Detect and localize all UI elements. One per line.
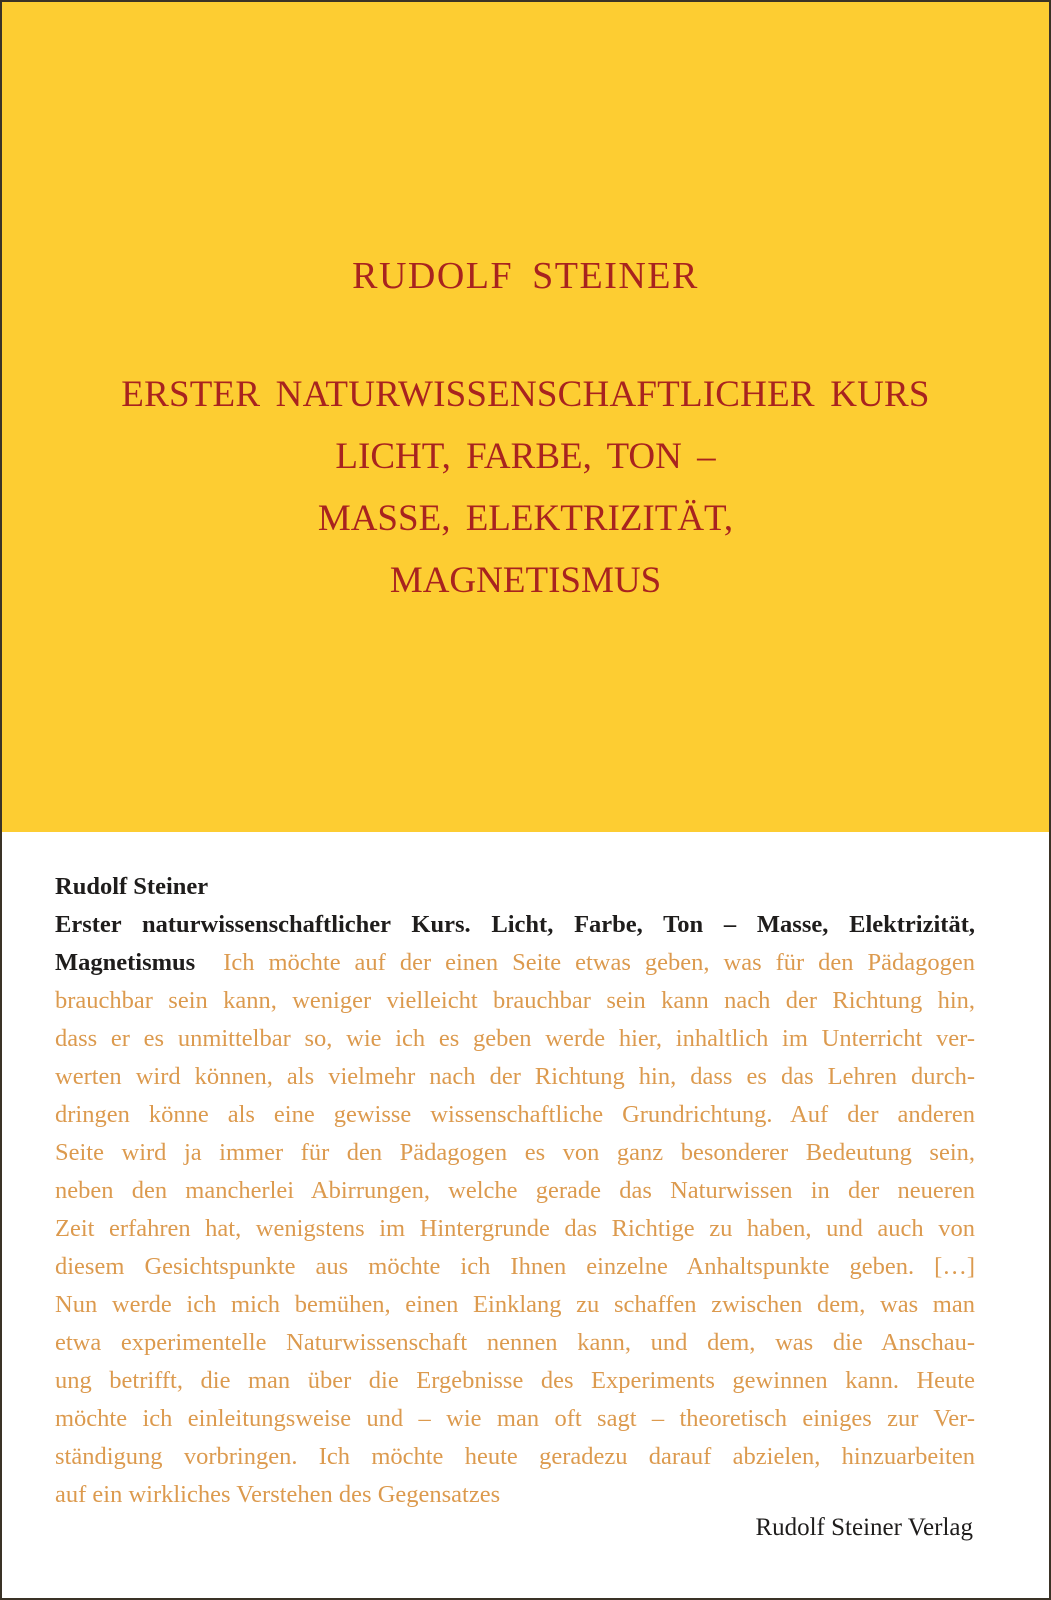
excerpt-line: Zeit erfahren hat, wenigstens im Hintergrunde das Richtige zu haben, und auch von — [55, 1215, 975, 1242]
blurb-title: Erster naturwissenschaftlicher Kurs. Licht, Farbe, Ton – Masse, Elektrizität, — [55, 911, 975, 938]
front-author: RUDOLF STEINER — [352, 255, 699, 297]
excerpt-line: dringen könne als eine gewisse wissenschaftliche Grundrichtung. Auf der anderen — [55, 1101, 975, 1128]
publisher-name: Rudolf Steiner Verlag — [755, 1514, 973, 1541]
blurb-block — [55, 868, 975, 1514]
excerpt-line: möchte ich einleitungsweise und – wie man oft sagt – theoretisch einiges zur Ver- — [55, 1405, 975, 1432]
blurb-title-continued — [55, 944, 975, 982]
excerpt-line: ung betrifft, die man über die Ergebnisse des Experiments gewinnen kann. Heute — [55, 1367, 975, 1394]
excerpt-line: brauchbar sein kann, weniger vielleicht brauchbar sein kann nach der Richtung hin, — [55, 987, 975, 1014]
excerpt-line: Seite wird ja immer für den Pädagogen es von ganz besonderer Bedeutung sein, — [55, 1139, 975, 1166]
excerpt-text: Ich möchte auf der einen Seite etwas geben, was für den Pädagogen — [223, 949, 976, 976]
excerpt-line: ständigung vorbringen. Ich möchte heute geradezu darauf abzielen, hinzuarbeiten — [55, 1443, 975, 1470]
front-title-line: LICHT, FARBE, TON – — [335, 436, 716, 477]
front-title — [2, 364, 1049, 612]
excerpt-line: werten wird können, als vielmehr nach der Richtung hin, dass es das Lehren durch- — [55, 1063, 975, 1090]
front-yellow-panel — [2, 2, 1049, 832]
excerpt-line: dass er es unmittelbar so, wie ich es geben werde hier, inhaltlich im Unterricht ver- — [55, 1025, 975, 1052]
excerpt-line: diesem Gesichtspunkte aus möchte ich Ihnen einzelne Anhaltspunkte geben. […] — [55, 1253, 975, 1280]
front-title-line: ERSTER NATURWISSENSCHAFTLICHER KURS — [121, 374, 930, 415]
blurb-author: Rudolf Steiner — [55, 873, 209, 900]
excerpt-line: Nun werde ich mich bemühen, einen Einklang zu schaffen zwischen dem, was man — [55, 1291, 975, 1318]
excerpt-line: neben den mancherlei Abirrungen, welche gerade das Naturwissen in der neueren — [55, 1177, 975, 1204]
book-cover — [2, 2, 1049, 1598]
front-title-line: MAGNETISMUS — [389, 560, 662, 601]
blurb-title-end: Magnetismus — [55, 949, 196, 976]
front-title-line: MASSE, ELEKTRIZITÄT, — [317, 498, 734, 539]
excerpt-line: etwa experimentelle Naturwissenschaft nennen kann, und dem, was die Anschau- — [55, 1329, 975, 1356]
excerpt-line-last: auf ein wirkliches Verstehen des Gegensatzes — [55, 1481, 501, 1508]
